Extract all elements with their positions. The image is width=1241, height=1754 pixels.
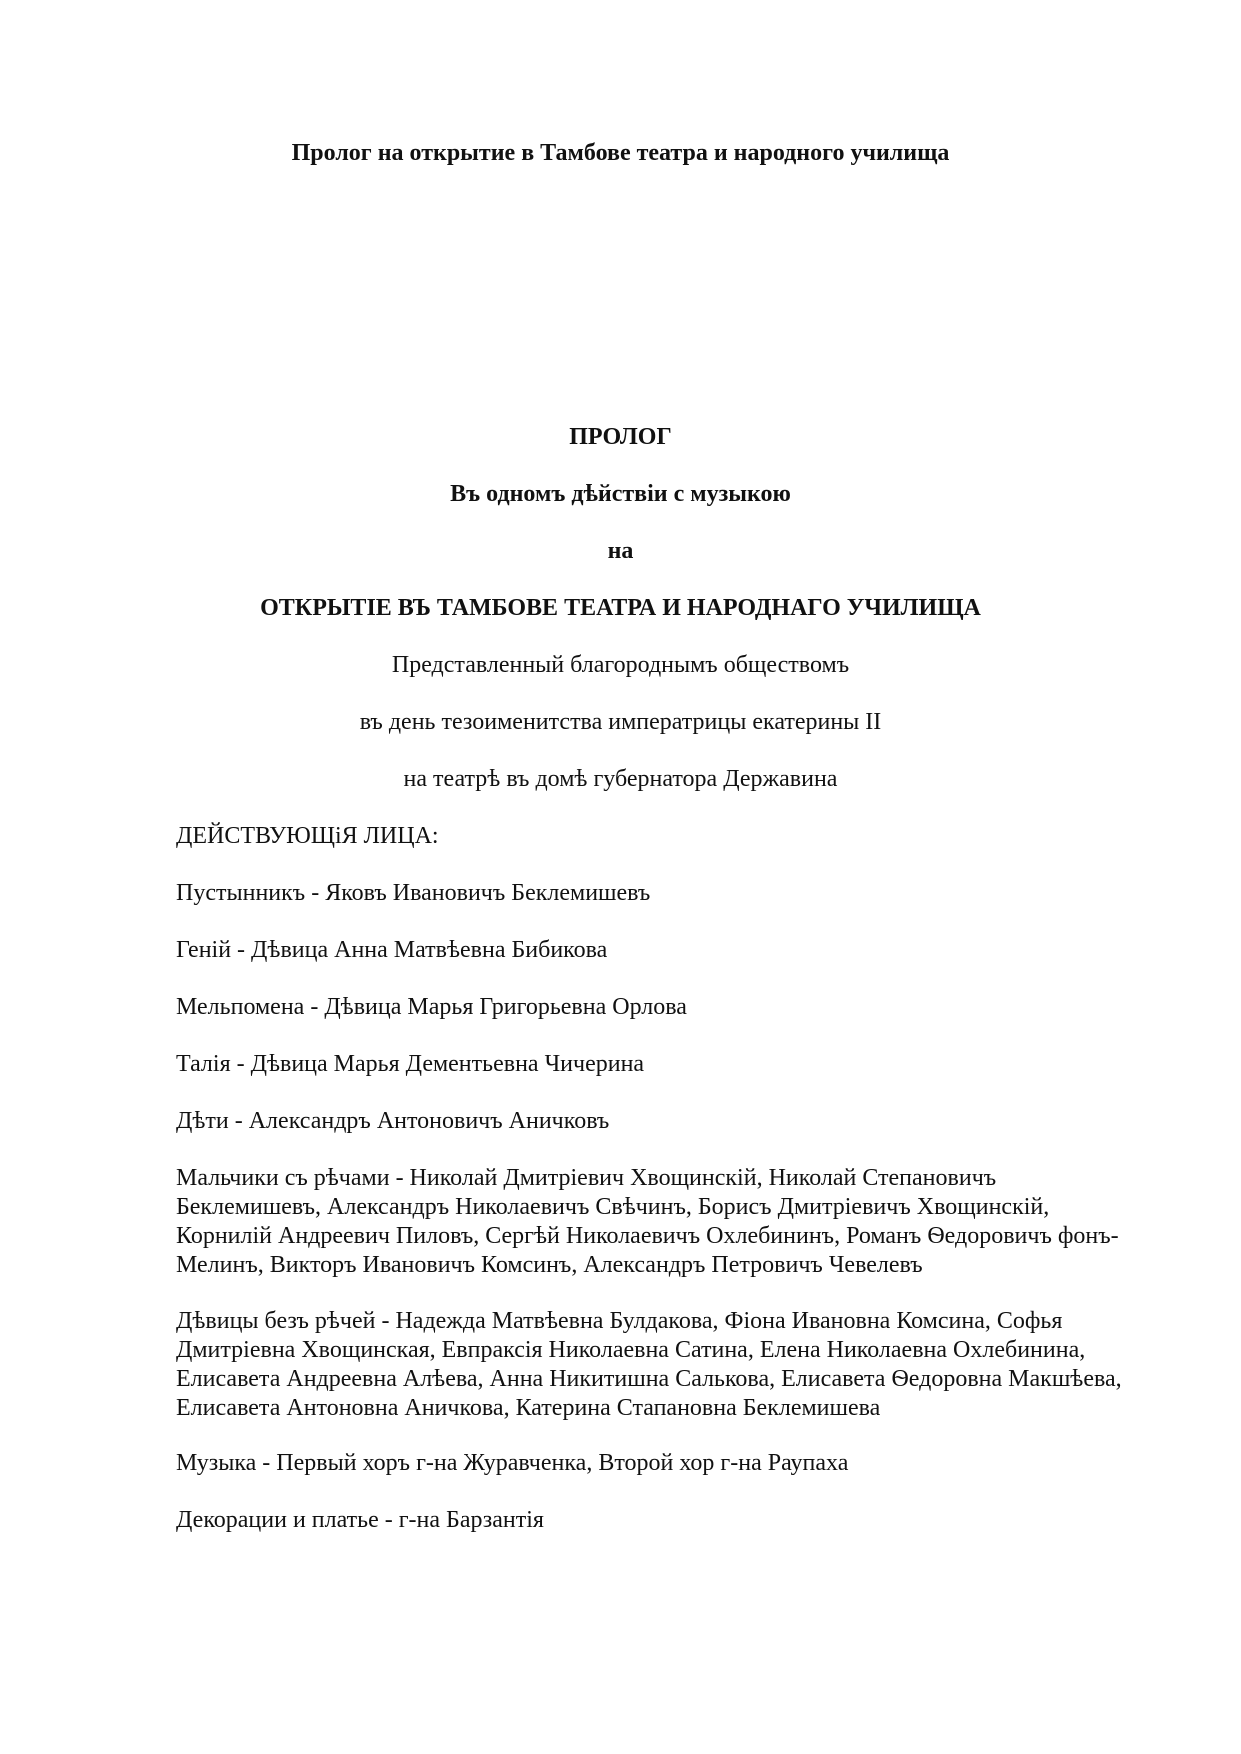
cast-item: Талія - Дѣвица Марья Дементьевна Чичерина: [176, 1051, 645, 1077]
presented-by: Представленный благороднымъ обществомъ: [391, 652, 850, 678]
cast-item: Геній - Дѣвица Анна Матвѣевна Бибикова: [176, 937, 608, 963]
occasion-title: ОТКРЫТІЕ ВЪ ТАМБОВЕ ТЕАТРА И НАРОДНАГО УЧИЛИЩА: [260, 595, 981, 621]
cast-header: ДЕЙСТВУЮЩіЯ ЛИЦА:: [176, 823, 439, 849]
venue-line: на театрѣ въ домѣ губернатора Державина: [403, 766, 838, 792]
boys-paragraph: Мальчики съ рѣчами - Николай Дмитріевич Хвощинскій, Николай Степановичъ Беклемишевъ, Александръ Николаевичъ Свѣчинъ, Борисъ Дмитріевичъ Хвощинскій, Корнилій Андреевич Пиловъ, Сергѣй Николаевичъ Охлебининъ, Романъ Ѳедоровичъ фонъ-Мелинъ, Викторъ Ивановичъ Комсинъ, Александръ Петровичъ Чевелевъ: [176, 1165, 1119, 1278]
on-word: на: [607, 538, 634, 564]
cast-item: Дѣти - Александръ Антоновичъ Аничковъ: [176, 1108, 610, 1134]
cast-item: Мельпомена - Дѣвица Марья Григорьевна Орлова: [176, 994, 687, 1020]
girls-paragraph: Дѣвицы безъ рѣчей - Надежда Матвѣевна Булдакова, Фіона Ивановна Комсина, Софья Дмитріевна Хвощинская, Евпраксія Николаевна Сатина, Елена Николаевна Охлебинина, Елисавета Андреевна Алѣева, Анна Никитишна Салькова, Елисавета Ѳедоровна Макшѣева, Елисавета Антоновна Аничкова, Катерина Стапановна Беклемишева: [176, 1308, 1122, 1421]
cast-item: Пустынникъ - Яковъ Ивановичъ Беклемишевъ: [176, 880, 651, 906]
subheading: Въ одномъ дѣйствіи с музыкою: [450, 481, 791, 507]
heading-prolog: ПРОЛОГ: [569, 424, 672, 450]
date-line: въ день тезоименитства императрицы екатерины II: [359, 709, 882, 735]
music-line: Музыка - Первый хоръ г-на Журавченка, Второй хор г-на Раупаха: [176, 1450, 849, 1476]
page-title: Пролог на открытие в Тамбове театра и народного училища: [291, 140, 950, 166]
decor-line: Декорации и платье - г-на Барзантія: [176, 1507, 544, 1533]
